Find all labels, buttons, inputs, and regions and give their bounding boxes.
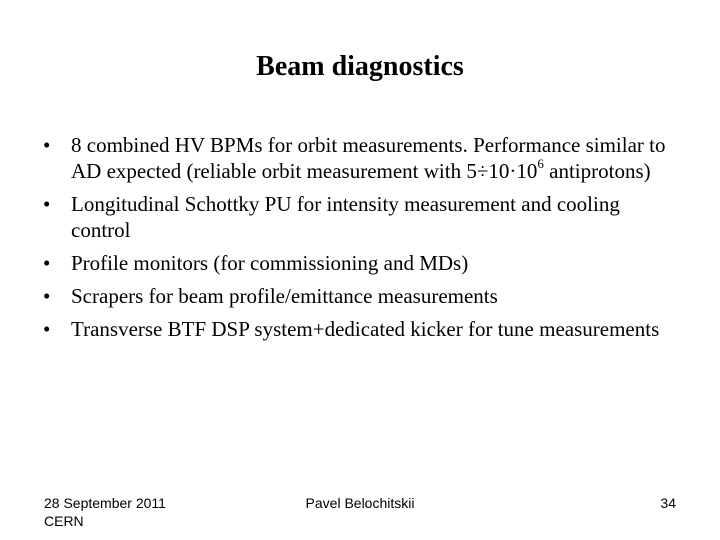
bullet-text: 8 combined HV BPMs for orbit measurements. Performance similar to AD expected (reliable orbit measurement with 5÷10·10 bbox=[71, 133, 666, 183]
footer-date: 28 September 2011 bbox=[44, 495, 166, 511]
footer-organization: CERN bbox=[44, 513, 84, 529]
bullet-marker bbox=[43, 191, 71, 217]
bullet-text: Scrapers for beam profile/emittance measurements bbox=[71, 284, 498, 308]
bullet-item bbox=[43, 250, 683, 276]
bullet-marker bbox=[43, 283, 71, 309]
bullet-marker bbox=[43, 316, 71, 342]
bullet-item bbox=[43, 316, 683, 342]
bullet-text: Longitudinal Schottky PU for intensity measurement and cooling control bbox=[71, 192, 620, 242]
slide-title: Beam diagnostics bbox=[256, 51, 464, 82]
bullet-text: Profile monitors (for commissioning and MDs) bbox=[71, 251, 469, 275]
bullet-list bbox=[43, 132, 683, 349]
bullet-superscript: 6 bbox=[537, 156, 544, 171]
bullet-text: Transverse BTF DSP system+dedicated kicker for tune measurements bbox=[71, 317, 660, 341]
bullet-item bbox=[43, 191, 683, 243]
footer-author: Pavel Belochitskii bbox=[305, 495, 415, 511]
bullet-marker bbox=[43, 250, 71, 276]
bullet-text-continued: antiprotons) bbox=[543, 159, 651, 183]
bullet-item bbox=[43, 283, 683, 309]
page-number: 34 bbox=[660, 495, 676, 511]
bullet-item bbox=[43, 132, 683, 184]
bullet-marker bbox=[43, 132, 71, 158]
